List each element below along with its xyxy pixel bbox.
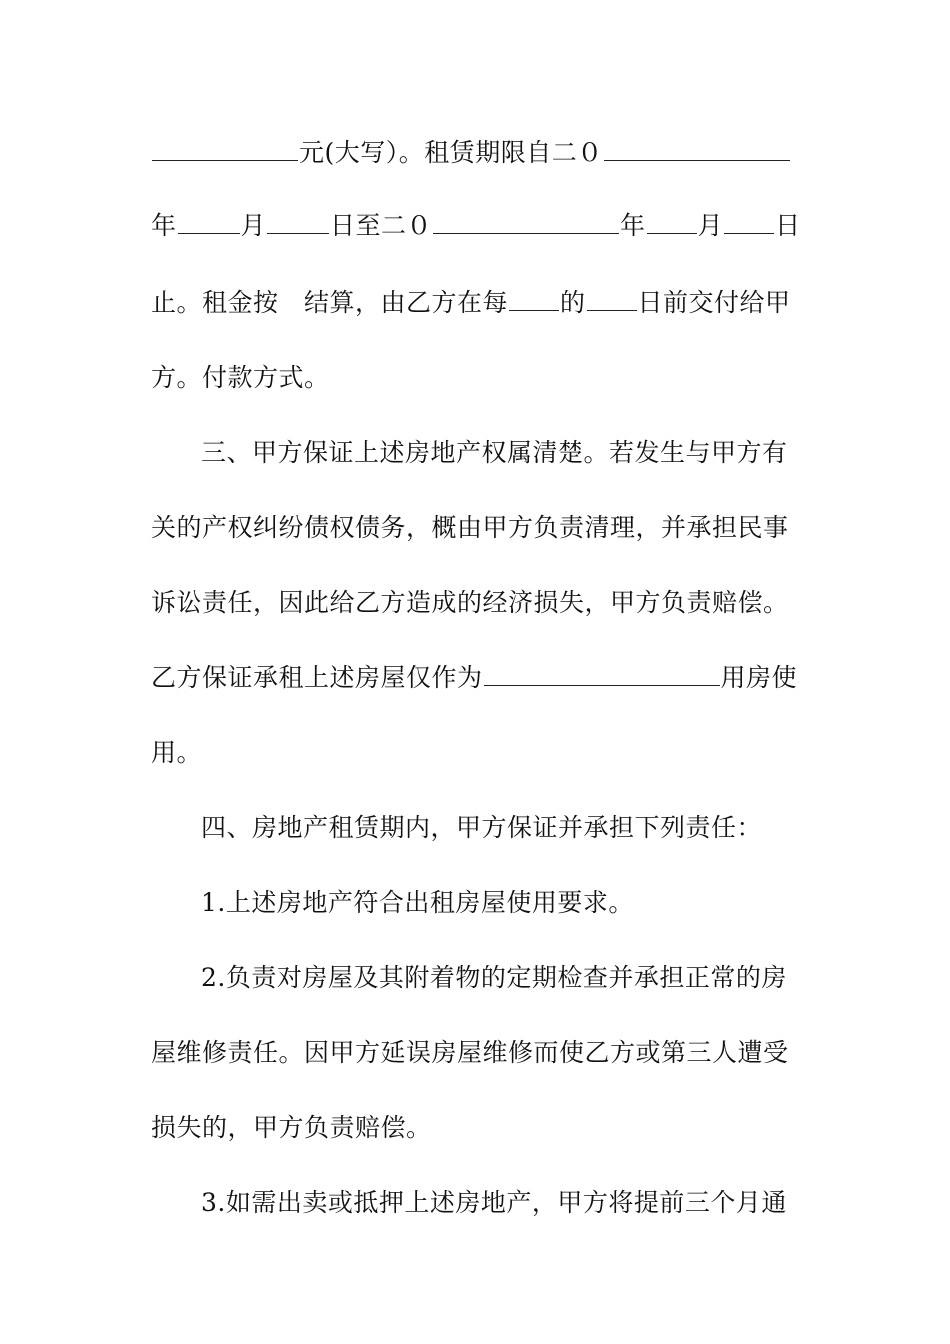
text-segment: 止。租金按 结算，由乙方在每 <box>151 288 509 317</box>
text-segment: 诉讼责任，因此给乙方造成的经济损失，甲方负责赔偿。 <box>151 588 789 617</box>
document-line <box>201 958 787 998</box>
document-line <box>201 433 788 473</box>
document-line <box>151 733 202 773</box>
text-segment: 乙方保证承租上述房屋仅作为 <box>151 663 483 692</box>
text-segment: 三、甲方保证上述房地产权属清楚。若发生与甲方有 <box>201 438 788 467</box>
document-line <box>151 508 789 548</box>
text-segment: 1.上述房地产符合出租房屋使用要求。 <box>201 888 634 917</box>
fill-in-blank <box>604 134 790 161</box>
text-segment: 年 <box>620 211 646 240</box>
document-line <box>201 1183 787 1223</box>
text-segment: 屋维修责任。因甲方延误房屋维修而使乙方或第三人遭受 <box>151 1038 789 1067</box>
document-line <box>151 1033 789 1073</box>
text-segment: 的 <box>560 288 586 317</box>
text-segment: 月 <box>697 211 724 240</box>
fill-in-blank <box>433 207 619 234</box>
text-segment: 四、房地产租赁期内，甲方保证并承担下列责任： <box>201 813 763 842</box>
text-segment: 日前交付给甲 <box>637 288 791 317</box>
document-line <box>151 658 797 698</box>
document-line <box>151 1108 432 1148</box>
fill-in-blank <box>509 284 559 311</box>
text-segment: 2.负责对房屋及其附着物的定期检查并承担正常的房 <box>201 963 787 992</box>
document-line <box>151 358 330 398</box>
text-segment: 年 <box>151 211 177 240</box>
fill-in-blank <box>484 659 720 686</box>
text-segment: 用房使 <box>720 663 798 692</box>
fill-in-blank <box>267 207 329 234</box>
document-line <box>201 883 634 923</box>
document-line <box>151 206 801 246</box>
text-segment: 日至二０ <box>330 211 433 240</box>
text-segment: 3.如需出卖或抵押上述房地产，甲方将提前三个月通 <box>201 1188 787 1217</box>
document-line <box>151 133 791 173</box>
text-segment: 方。付款方式。 <box>151 363 330 392</box>
document-line <box>151 283 791 323</box>
document-line <box>201 808 762 848</box>
document-line <box>151 583 789 623</box>
text-segment: 用。 <box>151 738 203 767</box>
fill-in-blank <box>647 207 697 234</box>
text-segment: 损失的，甲方负责赔偿。 <box>151 1113 432 1142</box>
text-segment: 月 <box>240 211 267 240</box>
fill-in-blank <box>587 284 637 311</box>
text-segment: 日 <box>775 211 801 240</box>
fill-in-blank <box>178 207 240 234</box>
text-segment: 元(大写）。租赁期限自二０ <box>299 138 603 167</box>
fill-in-blank <box>724 207 774 234</box>
text-segment: 关的产权纠纷债权债务，概由甲方负责清理，并承担民事 <box>151 513 789 542</box>
fill-in-blank <box>152 134 298 161</box>
